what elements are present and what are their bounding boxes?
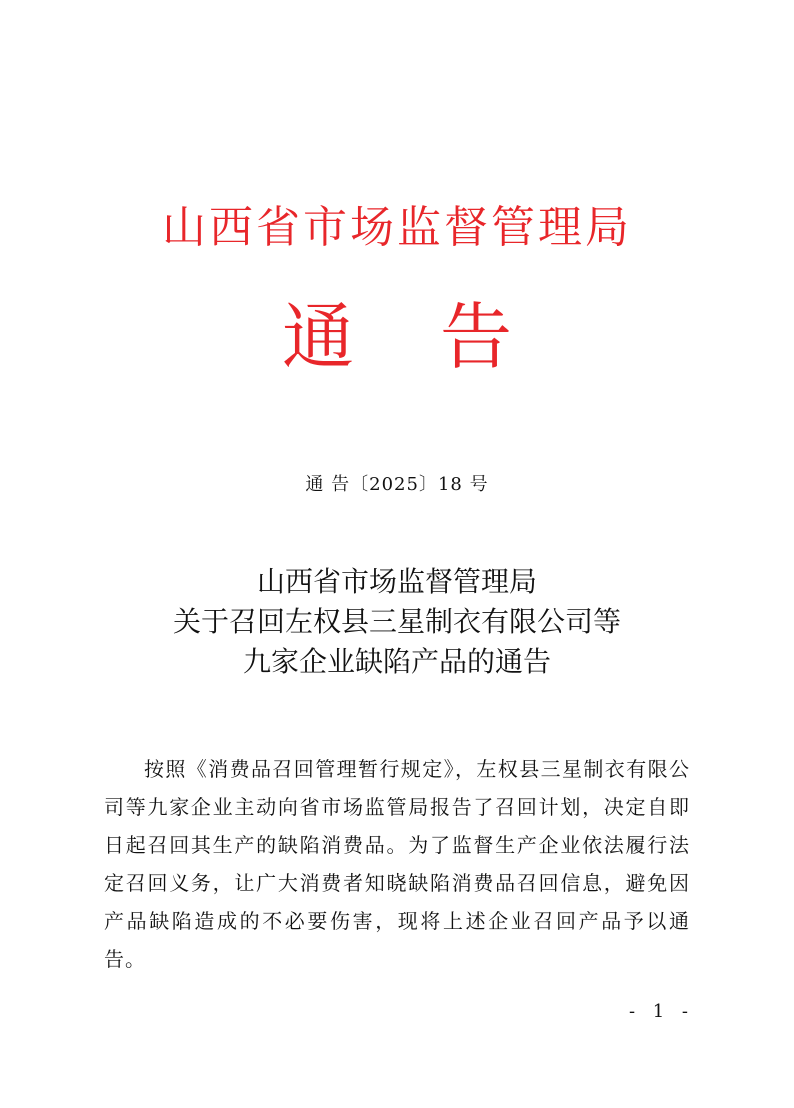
document-title (0, 562, 794, 682)
body-paragraph: 按照《消费品召回管理暂行规定》，左权县三星制衣有限公司等九家企业主动向省市场监管局报告了召回计划，决定自即日起召回其生产的缺陷消费品。为了监督生产企业依法履行法定召回义务，让广大消费者知晓缺陷消费品召回信息，避免因产品缺陷造成的不必要伤害，现将上述企业召回产品予以通告。 (104, 757, 690, 971)
title-line-2: 关于召回左权县三星制衣有限公司等 (172, 605, 621, 638)
title-line-1: 山西省市场监督管理局 (256, 565, 537, 598)
title-line-3: 九家企业缺陷产品的通告 (242, 645, 551, 678)
document-number: 通 告〔2025〕18 号 (305, 474, 489, 495)
issuing-authority-header: 山西省市场监督管理局 (162, 202, 632, 253)
page-number: - 1 - (628, 1001, 694, 1022)
doc-type-char-1: 通 (281, 295, 354, 379)
doc-type-char-2: 告 (440, 295, 513, 379)
document-type-heading (0, 292, 794, 382)
